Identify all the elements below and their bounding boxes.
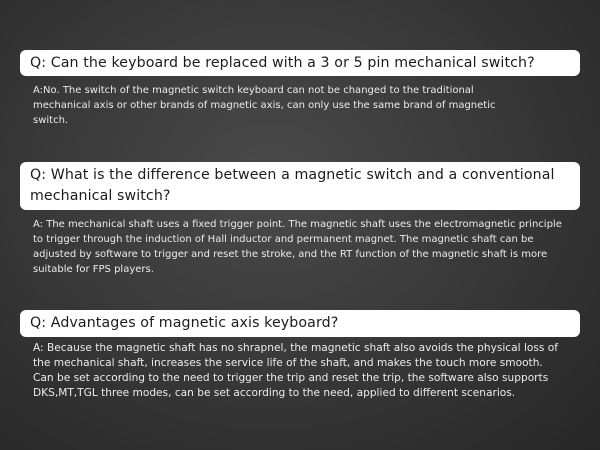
- question-text: Q: Can the keyboard be replaced with a 3 or 5 pin mechanical switch?: [30, 55, 535, 71]
- question-box: [20, 310, 580, 337]
- answer-text: A:No. The switch of the magnetic switch keyboard can not be changed to the traditional mechanical axis or other brands of magnetic axis, can only use the same brand of magnetic switch.: [33, 85, 496, 126]
- question-box: [20, 162, 580, 210]
- question-text: Q: Advantages of magnetic axis keyboard?: [30, 315, 339, 331]
- answer-text: A: The mechanical shaft uses a fixed trigger point. The magnetic shaft uses the electromagnetic principle to trigger through the induction of Hall inductor and permanent magnet. The magnetic shaft can be adjusted by software to trigger and reset the stroke, and the RT function of the magnetic shaft is more suitable for FPS players.: [33, 219, 562, 275]
- question-text: Q: What is the difference between a magnetic switch and a conventional mechanical switch?: [30, 167, 555, 204]
- question-box: [20, 50, 580, 76]
- answer-text: A: Because the magnetic shaft has no shrapnel, the magnetic shaft also avoids the physical loss of the mechanical shaft, increases the service life of the shaft, and makes the touch more smooth. Can be set according to the need to trigger the trip and reset the trip, the software also supports DKS,MT,TGL three modes, can be set according to the need, applied to different scenarios.: [33, 342, 558, 399]
